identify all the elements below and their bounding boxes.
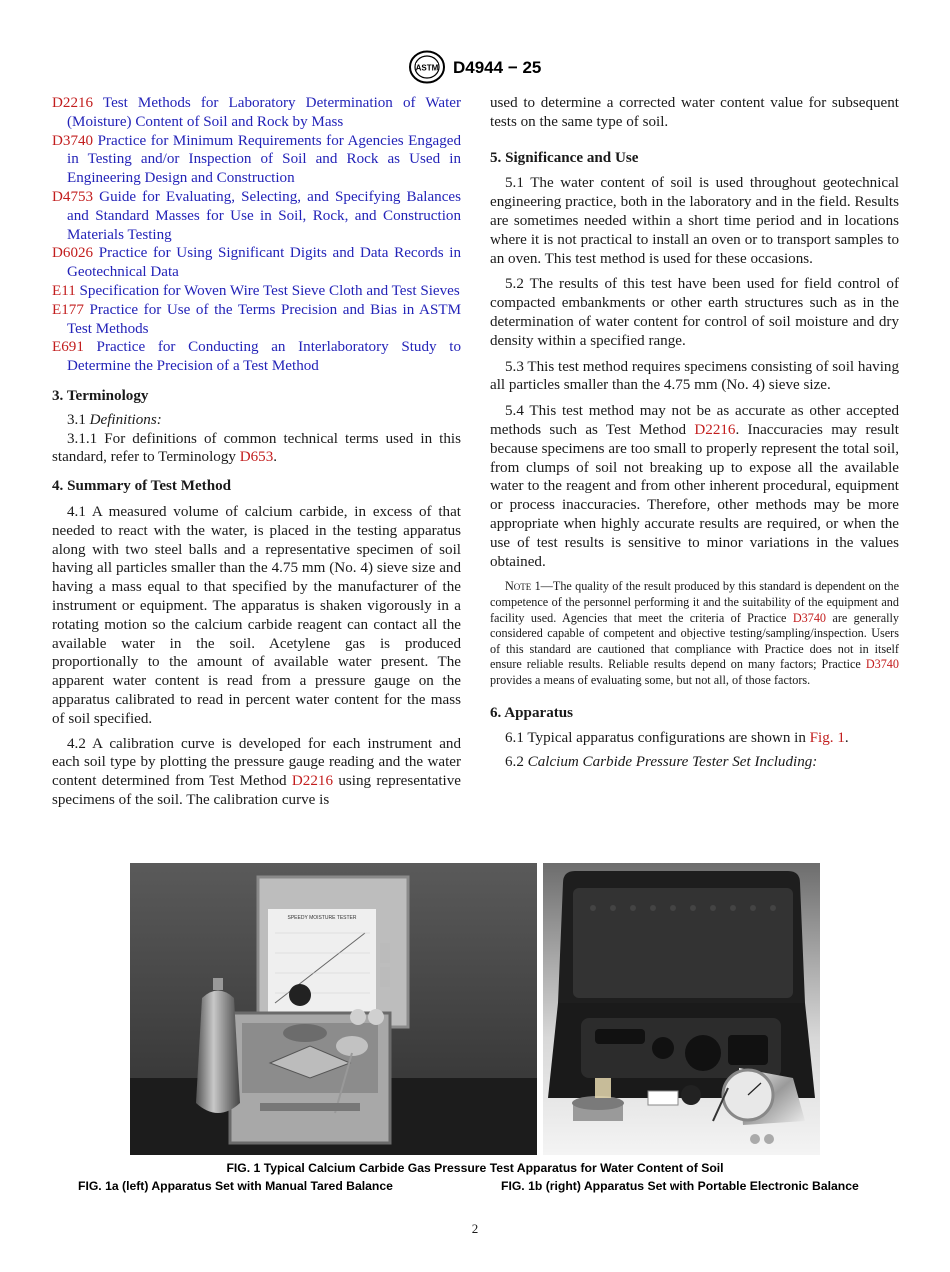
figure-1b-caption: FIG. 1b (right) Apparatus Set with Portable Electronic Balance — [501, 1179, 859, 1193]
paragraph-3-1-1-text: 3.1.1 For definitions of common technical terms used in this standard, refer to Terminology — [52, 430, 461, 466]
reference-title[interactable]: Practice for Use of the Terms Precision and Bias in ASTM Test Methods — [67, 301, 461, 337]
paragraph-3-1-1 — [52, 430, 461, 468]
reference-title[interactable]: Practice for Conducting an Interlaboratory Study to Determine the Precision of a Test Method — [67, 339, 461, 375]
paragraph-6-2-number: 6.2 — [505, 754, 528, 771]
paragraph-5-4 — [490, 402, 899, 571]
paragraph-6-1-text: 6.1 Typical apparatus configurations are shown in — [505, 730, 810, 747]
note-text-c: provides a means of evaluating some, but not all, of those factors. — [490, 672, 811, 687]
reference-code[interactable]: D3740 — [52, 132, 94, 149]
left-column — [52, 94, 461, 810]
right-column — [490, 94, 899, 772]
reference-title[interactable]: Practice for Using Significant Digits and Data Records in Geotechnical Data — [67, 245, 461, 281]
reference-code[interactable]: E177 — [52, 301, 84, 318]
reference-item — [52, 244, 461, 282]
paragraph-4-1: 4.1 A measured volume of calcium carbide, in excess of that needed to react with the water, is placed in the testing apparatus along with two steel balls and a representative specimen of soil having all particles smaller than the 4.75 mm (No. 4) sieve size and having a mass equal to that specified by the manufacturer of the instrument or equipment. The apparatus is shaken vigorously in a rotating motion so the calcium carbide reagent can contact all the available water in the soil. Acetylene gas is produced proportionally to the amount of available water present. The apparent water content is read from a pressure gauge on the apparatus calibrated to read in percent water content for the mass of soil specified. — [52, 503, 461, 727]
figure-1a-caption: FIG. 1a (left) Apparatus Set with Manual Tared Balance — [78, 1179, 393, 1193]
reference-item — [52, 188, 461, 244]
reference-item — [52, 94, 461, 132]
figure-1 — [130, 863, 820, 1155]
paragraph-4-2-first-part: using representative specimens of the soil. The calibration curve is — [52, 773, 462, 808]
astm-logo-icon — [408, 50, 446, 84]
link-d3740[interactable]: D3740 — [792, 610, 827, 625]
paragraph-5-2: 5.2 The results of this test have been used for field control of compacted embankments or other earth structures such as in the determination of water content for control of soil moisture and dry density within a specified range. — [490, 276, 899, 349]
apparatus-wooden-case-illustration — [130, 863, 537, 1155]
section-5-heading: 5. Significance and Use — [490, 149, 639, 166]
apparatus-hard-case-illustration — [543, 863, 820, 1155]
reference-title[interactable]: Specification for Woven Wire Test Sieve Cloth and Test Sieves — [75, 282, 460, 299]
paragraph-5-3: 5.3 This test method requires specimens consisting of soil having all particles smaller than the 4.75 mm (No. 4) sieve size. — [490, 358, 899, 394]
paragraph-4-2-continued: used to determine a corrected water content value for subsequent tests on the same type of soil. — [490, 95, 899, 130]
reference-item — [52, 282, 461, 301]
svg-text:ASTM: ASTM — [415, 63, 439, 73]
paragraph-3-1-text: Definitions: — [89, 411, 162, 428]
section-6-heading: 6. Apparatus — [490, 705, 574, 722]
paragraph-4-2 — [52, 735, 461, 810]
reference-title[interactable]: Practice for Minimum Requirements for Agencies Engaged in Testing and/or Inspection of Soil and Rock as Used in Engineering Design and Construction — [67, 132, 461, 187]
link-d2216[interactable]: D2216 — [694, 421, 736, 438]
reference-item — [52, 132, 461, 188]
paragraph-5-1: 5.1 The water content of soil is used throughout geotechnical engineering practice, both in the laboratory and in the field. Results are sometimes needed within a short time period and in locations where it is not practical to install an oven or to transport samples to an oven. This test method is used for these occasions. — [490, 175, 899, 267]
reference-code[interactable]: D2216 — [52, 95, 94, 111]
note-1 — [490, 579, 899, 688]
paragraph-5-4-rest: . Inaccuracies may result because specimens are too small to properly represent the total soil, from clumps of soil not breaking up to expose all the available water to the reagent and from other inherent procedural, equipment or process inaccuracies. Therefore, other methods may be more appropriate when highly accurate results are required, or when the use of test results is sensitive to minor variations in the values obtained. — [490, 421, 899, 570]
paragraph-6-2-text: Calcium Carbide Pressure Tester Set Including: — [527, 754, 818, 771]
page-header — [0, 50, 950, 86]
paragraph-6-2 — [490, 753, 899, 772]
reference-code[interactable]: D4753 — [52, 188, 94, 205]
pressure-bottle — [196, 978, 240, 1113]
note-text-a: 1—The quality of the result produced by this standard is dependent on the competence of the personnel performing it and the suitability of the equipment and facility used. Agencies that meet the criteria of Practice — [490, 579, 899, 625]
reference-title[interactable]: Test Methods for Laboratory Determination of Water (Moisture) Content of Soil and Rock by Mass — [67, 95, 461, 130]
page-number: 2 — [471, 1221, 479, 1236]
link-d653[interactable]: D653 — [239, 449, 274, 466]
reference-code[interactable]: E691 — [52, 339, 84, 356]
link-fig-1[interactable]: Fig. 1 — [809, 730, 845, 747]
figure-1b-photo — [543, 863, 820, 1155]
photo-label: SPEEDY MOISTURE TESTER — [287, 915, 357, 921]
reference-title[interactable]: Guide for Evaluating, Selecting, and Specifying Balances and Standard Masses for Use in Soil, Rock, and Construction Materials Testing — [67, 188, 461, 243]
paragraph-3-1-1-end: . — [273, 449, 278, 466]
reference-item — [52, 338, 461, 376]
document-id: D4944 − 25 — [453, 58, 542, 77]
link-d3740[interactable]: D3740 — [865, 657, 899, 672]
paragraph-5-4-text: 5.4 This test method may not be as accurate as other accepted methods such as Test Method — [490, 403, 899, 438]
section-3-heading: 3. Terminology — [52, 387, 149, 404]
note-text-b: are generally considered capable of competent and objective testing/sampling/inspection. Users of this standard are cautioned that compliance with Practice does not in itself ensure reliable results. Reliable results depend on many factors; Practice — [490, 610, 900, 672]
reference-code[interactable]: D6026 — [52, 245, 94, 262]
reference-list — [52, 94, 461, 376]
reference-code[interactable]: E11 — [52, 282, 76, 299]
paragraph-3-1-number: 3.1 — [67, 411, 90, 428]
link-d2216[interactable]: D2216 — [291, 773, 333, 790]
figure-1a-photo — [130, 863, 537, 1155]
section-4-heading: 4. Summary of Test Method — [52, 478, 232, 495]
note-label: Note — [505, 579, 532, 594]
paragraph-4-2-text: 4.2 A calibration curve is developed for each instrument and each soil type by plotting the pressure gauge reading and the water content determined from Test Method — [52, 735, 461, 790]
figure-caption: FIG. 1 Typical Calcium Carbide Gas Pressure Test Apparatus for Water Content of Soil — [226, 1161, 724, 1175]
paragraph-6-1-end: . — [844, 730, 849, 747]
reference-item — [52, 301, 461, 339]
paragraph-6-1 — [490, 729, 899, 748]
paragraph-3-1 — [52, 411, 461, 430]
